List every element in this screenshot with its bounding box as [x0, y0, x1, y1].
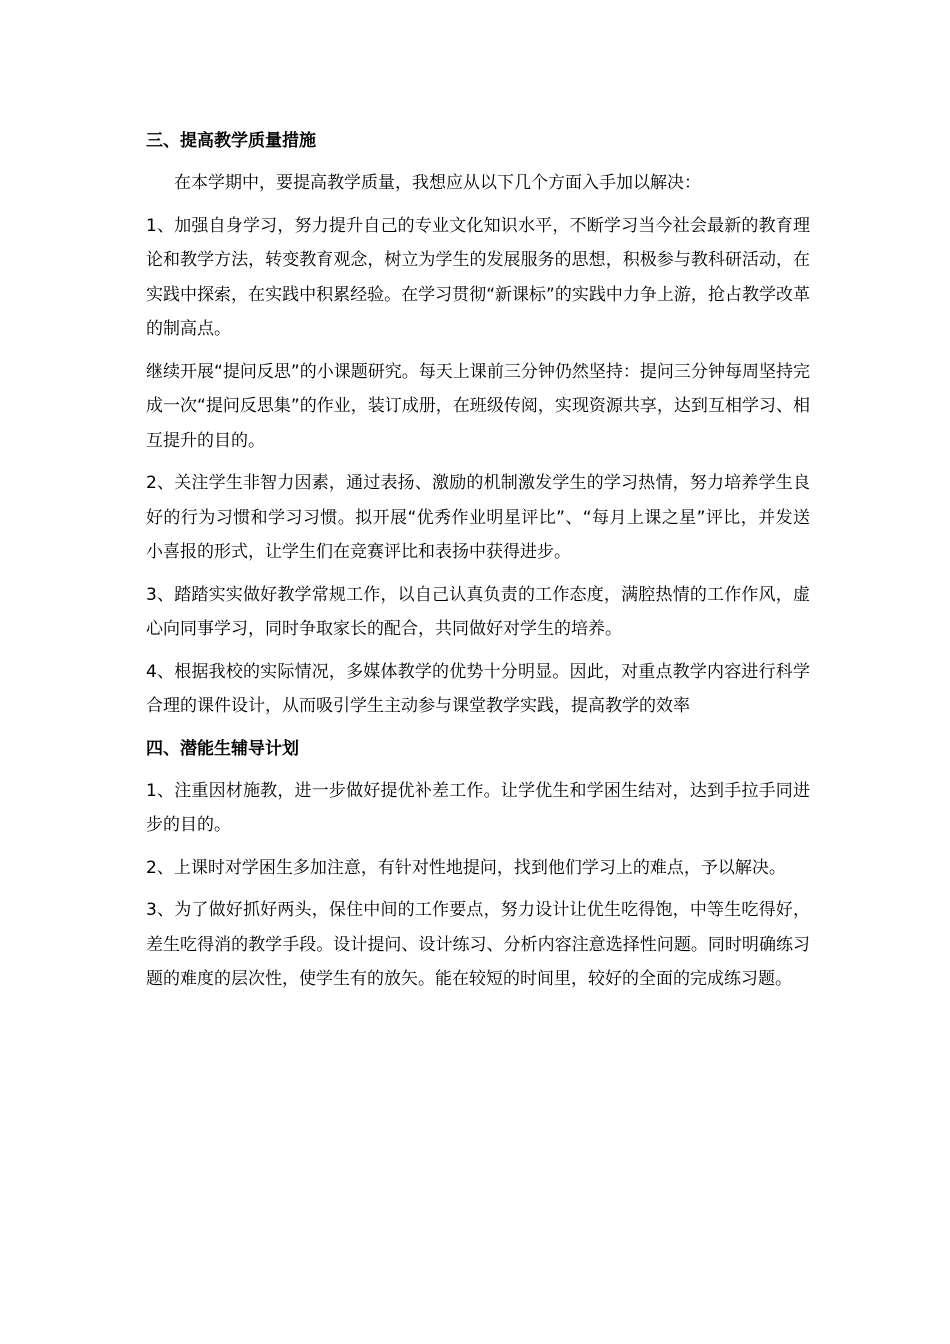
- document-page: [146, 124, 810, 1005]
- section-tutoring-plan: [146, 732, 810, 997]
- intro-paragraph: 在本学期中，要提高教学质量，我想应从以下几个方面入手加以解决：: [174, 173, 701, 193]
- section-heading: 三、提高教学质量措施: [146, 131, 316, 151]
- measure-4-paragraph: 4、根据我校的实际情况，多媒体教学的优势十分明显。因此，对重点教学内容进行科学合理的课件设计，从而吸引学生主动参与课堂教学实践，提高教学的效率: [146, 661, 810, 716]
- measure-2-paragraph: 2、关注学生非智力因素，通过表扬、激励的机制激发学生的学习热情，努力培养学生良好的行为习惯和学习习惯。拟开展“优秀作业明星评比”、“每月上课之星”评比，并发送小喜报的形式，让学生们在竞赛评比和表扬中获得进步。: [146, 473, 810, 562]
- measure-1-paragraph: 1、加强自身学习，努力提升自己的专业文化知识水平，不断学习当今社会最新的教育理论和教学方法，转变教育观念，树立为学生的发展服务的思想，积极参与教科研活动，在实践中探索，在实践中积累经验。在学习贯彻“新课标”的实践中力争上游，抢占教学改革的制高点。: [146, 215, 810, 339]
- reflection-research-paragraph: 继续开展“提问反思”的小课题研究。每天上课前三分钟仍然坚持：提问三分钟每周坚持完成一次“提问反思集”的作业，装订成册，在班级传阅，实现资源共享，达到互相学习、相互提升的目的。: [146, 361, 810, 451]
- section-teaching-quality: [146, 124, 810, 724]
- tutoring-3-paragraph: 3、为了做好抓好两头，保住中间的工作要点，努力设计让优生吃得饱，中等生吃得好，差生吃得消的教学手段。设计提问、设计练习、分析内容注意选择性问题。同时明确练习题的难度的层次性，使学生有的放矢。能在较短的时间里，较好的全面的完成练习题。: [146, 900, 810, 989]
- tutoring-1-paragraph: 1、注重因材施教，进一步做好提优补差工作。让学优生和学困生结对，达到手拉手同进步的目的。: [146, 780, 810, 835]
- section-heading: 四、潜能生辅导计划: [146, 738, 299, 759]
- tutoring-2-paragraph: 2、上课时对学困生多加注意，有针对性地提问，找到他们学习上的难点，予以解决。: [146, 857, 786, 878]
- measure-3-paragraph: 3、踏踏实实做好教学常规工作，以自己认真负责的工作态度，满腔热情的工作作风，虚心向同事学习，同时争取家长的配合，共同做好对学生的培养。: [146, 584, 810, 639]
